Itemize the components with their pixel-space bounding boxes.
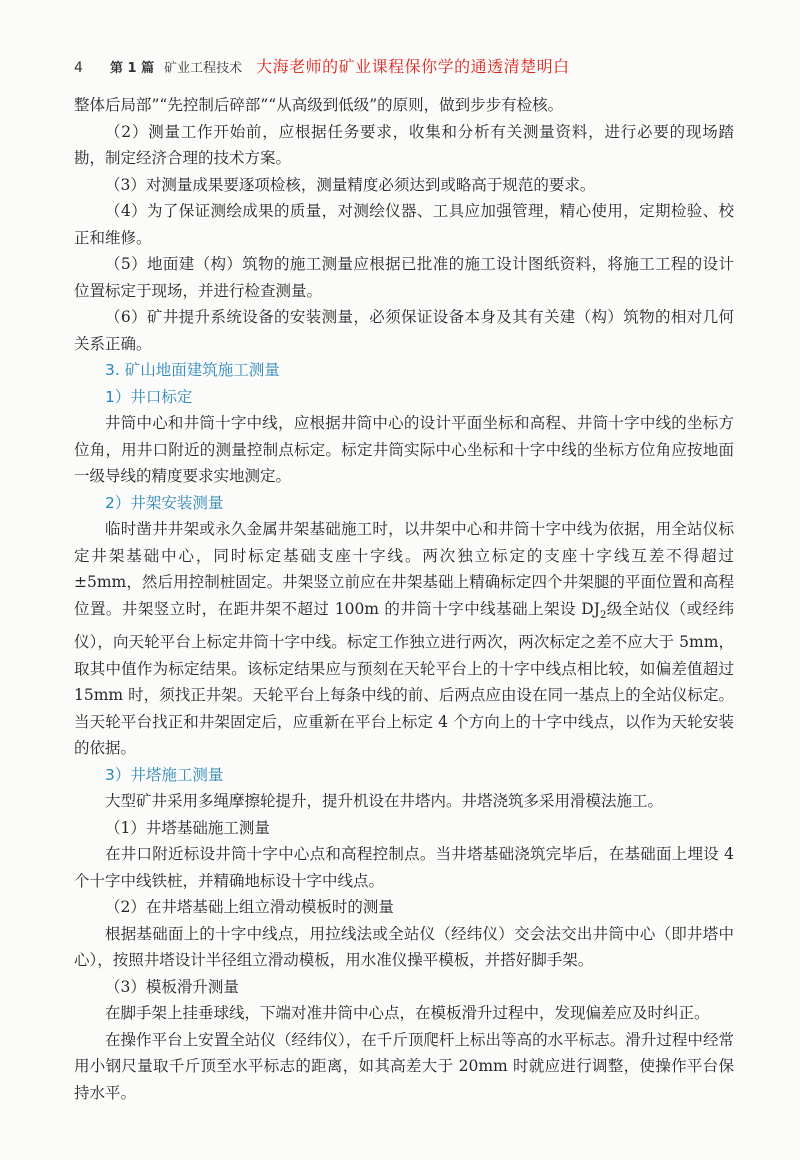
page-body [74, 92, 734, 1106]
paragraph: （4）为了保证测绘成果的质量，对测绘仪器、工具应加强管理，精心使用，定期检验、校正和维修。 [74, 202, 734, 247]
paragraph [74, 516, 734, 762]
paragraph-part: 临时凿井井架或永久金属井架基础施工时，以井架中心和井筒十字中线为依据，用全站仪标定井架基础中心，同时标定基础支座十字线。两次独立标定的支座十字线互差不得超过 ±5mm，然后用控制桩固定。井架竖立前应在井架基础上精确标定四个井架腿的平面位置和高程位置。井架竖立时，在距井架不超过 100m 的井筒十字中线基础上架设 DJ [74, 520, 734, 618]
part-label: 第 1 篇 [110, 61, 155, 76]
page-header [74, 54, 734, 80]
subscript: 2 [599, 609, 607, 621]
sub-heading: （2）在井塔基础上组立滑动模板时的测量 [105, 898, 394, 917]
paragraph: （6）矿井提升系统设备的安装测量，必须保证设备本身及其有关建（构）筑物的相对几何关系正确。 [74, 308, 734, 353]
paragraph-part: 级全站仪（或经纬仪），向天轮平台上标定井筒十字中线。标定工作独立进行两次，两次标定之差不应大于 5mm，取其中值作为标定结果。该标定结果应与预刻在天轮平台上的十字中线点相比较，如偏差值超过 15mm 时，须找正井架。天轮平台上每条中线的前、后两点应由设在同一基点上的全站仪标定。当天轮平台找正和井架固定后，应重新在平台上标定 4 个方向上的十字中线点，以作为天轮安装的依据。 [74, 599, 734, 758]
paragraph: 根据基础面上的十字中线点，用拉线法或全站仪（经纬仪）交会法交出井筒中心（即井塔中心），按照井塔设计半径组立滑动模板，用水准仪操平模板，并搭好脚手架。 [74, 924, 734, 970]
sub-heading: （3）模板滑升测量 [105, 977, 239, 996]
paragraph: 在井口附近标设井筒十字中心点和高程控制点。当井塔基础浇筑完毕后，在基础面上埋设 4 个十字中线铁桩，并精确地标设十字中线点。 [74, 845, 734, 890]
subsection-heading: 2）井架安装测量 [105, 493, 224, 512]
page-number: 4 [74, 60, 83, 76]
paragraph: 在操作平台上安置全站仪（经纬仪），在千斤顶爬杆上标出等高的水平标志。滑升过程中经常用小钢尺量取千斤顶至水平标志的距离，如其高差大于 20mm 时就应进行调整，使操作平台保持水平。 [74, 1030, 734, 1102]
paragraph: （2）测量工作开始前，应根据任务要求，收集和分析有关测量资料，进行必要的现场踏勘，制定经济合理的技术方案。 [74, 122, 734, 167]
section-heading: 3. 矿山地面建筑施工测量 [105, 361, 280, 379]
paragraph: 在脚手架上挂垂球线，下端对准井筒中心点，在模板滑升过程中，发现偏差应及时纠正。 [105, 1004, 710, 1023]
paragraph: 整体后局部”“先控制后碎部”“从高级到低级”的原则，做到步步有检核。 [74, 96, 564, 114]
subsection-heading: 3）井塔施工测量 [105, 765, 224, 784]
paragraph: 大型矿井采用多绳摩擦轮提升，提升机设在井塔内。井塔浇筑多采用滑模法施工。 [105, 792, 664, 811]
paragraph: （3）对测量成果要逐项检核，测量精度必须达到或略高于规范的要求。 [105, 175, 596, 194]
watermark-text: 大海老师的矿业课程保你学的通透清楚明白 [256, 57, 570, 76]
subsection-heading: 1）井口标定 [105, 387, 193, 406]
sub-heading: （1）井塔基础施工测量 [105, 818, 270, 837]
paragraph: 井筒中心和井筒十字中线，应根据井筒中心的设计平面坐标和高程、井筒十字中线的坐标方位角，用井口附近的测量控制点标定。标定井筒实际中心坐标和十字中线的坐标方位角应按地面一级导线的精度要求实地测定。 [74, 414, 734, 485]
section-title: 矿业工程技术 [164, 61, 243, 76]
paragraph: （5）地面建（构）筑物的施工测量应根据已批准的施工设计图纸资料，将施工工程的设计位置标定于现场，并进行检查测量。 [74, 255, 734, 300]
